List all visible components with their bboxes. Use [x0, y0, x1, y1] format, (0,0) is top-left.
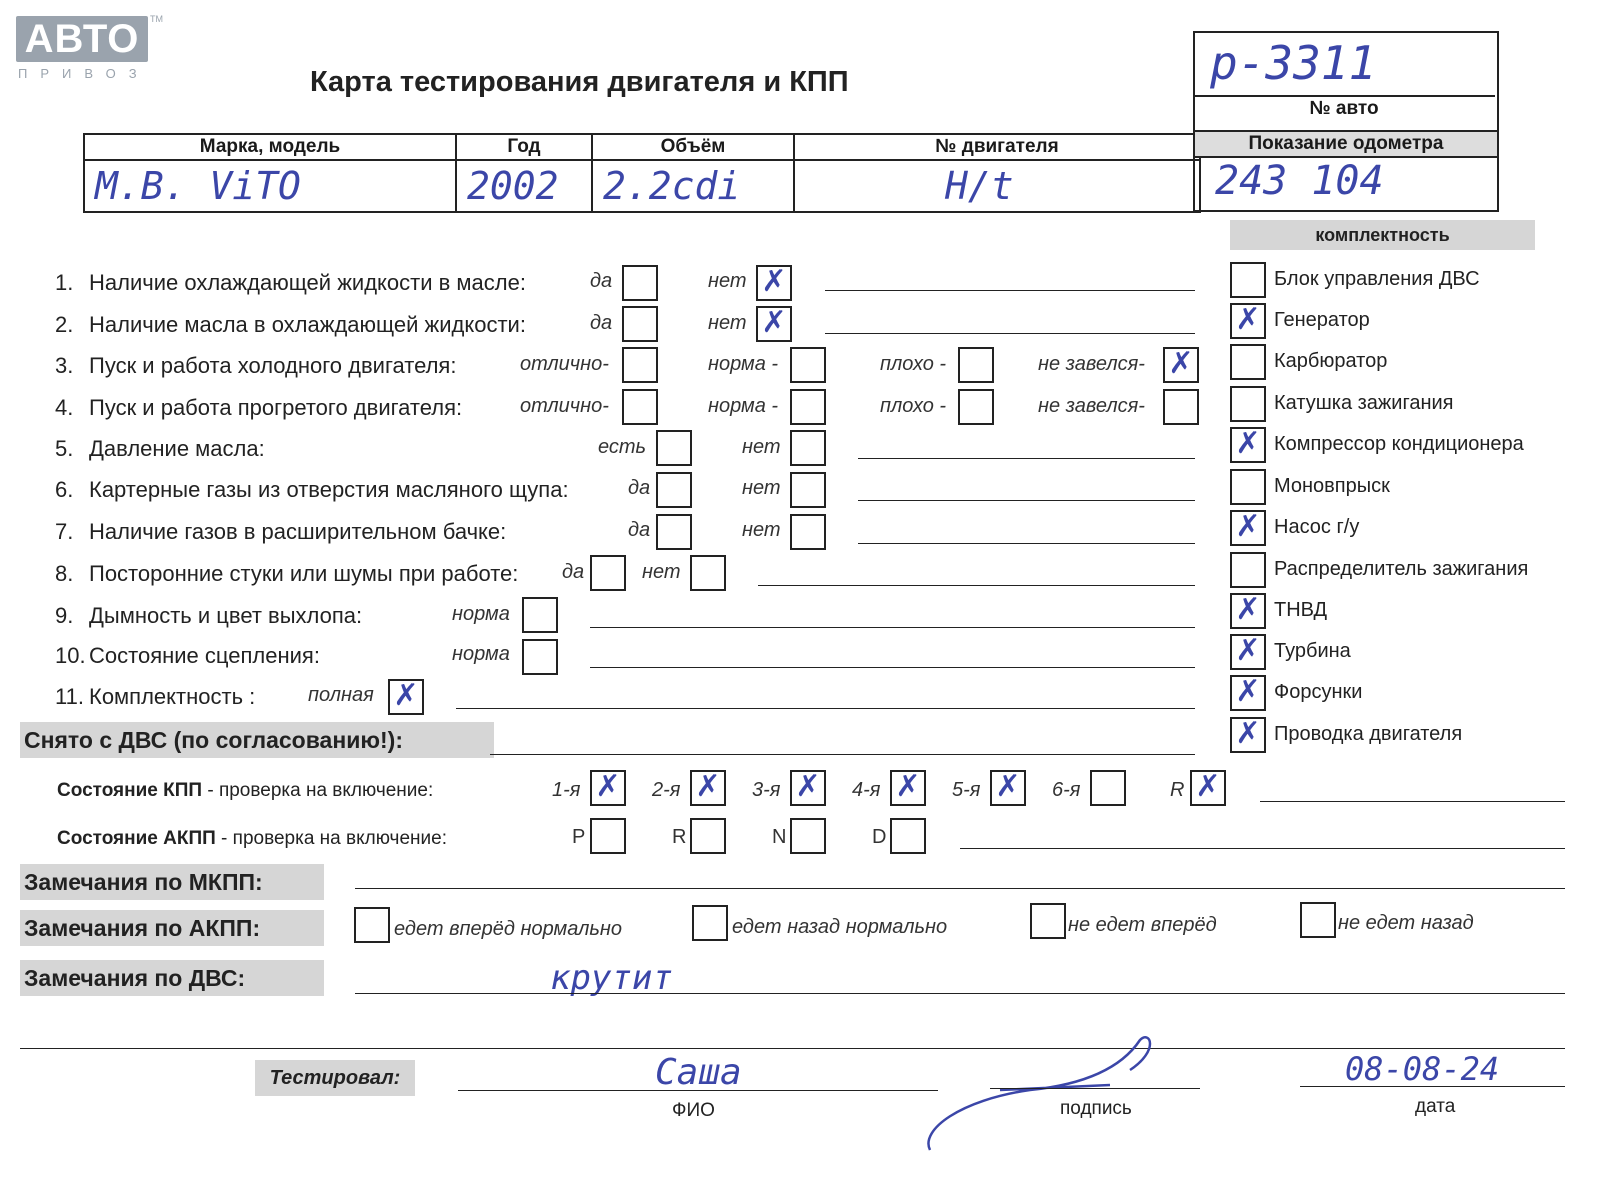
option-label: плохо -: [880, 353, 947, 375]
komplekt-item: Катушка зажигания: [1274, 392, 1454, 414]
gear-label: 1-я: [552, 779, 581, 801]
komplekt-item: Компрессор кондиционера: [1274, 433, 1524, 455]
question-row: [55, 353, 456, 379]
check-mark: ✗: [1235, 674, 1261, 709]
option-label: да: [590, 312, 613, 334]
checkbox[interactable]: [1230, 427, 1266, 463]
tested-by-label: Тестировал:: [255, 1060, 415, 1096]
question-row: [55, 395, 462, 421]
question-text: Наличие газов в расширительном бачке:: [89, 519, 507, 544]
kpp-label-bold: Состояние КПП: [57, 780, 203, 801]
col-year-header: Год: [456, 134, 592, 160]
question-row: [55, 643, 320, 669]
check-mark: ✗: [1235, 716, 1261, 751]
question-row: [55, 561, 518, 587]
gear-label: 3-я: [752, 779, 781, 801]
check-mark: ✗: [995, 769, 1021, 804]
answer-line[interactable]: [490, 754, 1195, 755]
question-row: [55, 603, 362, 629]
checkbox[interactable]: [656, 514, 692, 550]
check-mark: ✗: [1235, 302, 1261, 337]
checkbox[interactable]: [958, 347, 994, 383]
remarks-mkpp-label: Замечания по МКПП:: [20, 864, 324, 900]
gear-label: 6-я: [1052, 779, 1081, 801]
remarks-akpp-label: Замечания по АКПП:: [20, 910, 324, 946]
answer-line[interactable]: [825, 333, 1195, 334]
check-mark: ✗: [1235, 426, 1261, 461]
checkbox[interactable]: [1190, 770, 1226, 806]
checkbox[interactable]: [756, 265, 792, 301]
checkbox[interactable]: [690, 555, 726, 591]
question-number: 5.: [55, 436, 74, 461]
kpp-label: [57, 780, 433, 802]
checkbox[interactable]: [1230, 675, 1266, 711]
signature-caption: подпись: [1060, 1098, 1132, 1119]
checkbox[interactable]: [590, 555, 626, 591]
tester-name[interactable]: Саша: [655, 1052, 742, 1093]
check-mark: ✗: [795, 769, 821, 804]
kpp-label-rest: - проверка на включение:: [202, 780, 434, 801]
komplekt-item: ТНВД: [1274, 599, 1328, 621]
logo: АВТО: [16, 16, 148, 62]
checkbox[interactable]: [958, 389, 994, 425]
komplekt-item: Насос г/у: [1274, 516, 1360, 538]
checkbox[interactable]: [790, 514, 826, 550]
checkbox[interactable]: [522, 597, 558, 633]
checkbox[interactable]: [690, 770, 726, 806]
question-number: 8.: [55, 561, 74, 586]
answer-line[interactable]: [590, 667, 1195, 668]
question-text: Давление масла:: [89, 436, 265, 461]
test-date[interactable]: 08-08-24: [1345, 1050, 1500, 1088]
check-mark: ✗: [761, 264, 787, 299]
question-text: Картерные газы из отверстия масляного щупа:: [89, 477, 569, 502]
gear-label: P: [572, 826, 586, 848]
akpp-remark-option: не едет назад: [1338, 912, 1474, 934]
akpp-remark-option: не едет вперёд: [1068, 914, 1217, 936]
check-mark: ✗: [761, 305, 787, 340]
checkbox[interactable]: [354, 907, 390, 943]
question-row: [55, 684, 255, 710]
volume-value[interactable]: 2.2cdi: [592, 160, 794, 212]
question-number: 9.: [55, 603, 74, 628]
year-value[interactable]: 2002: [456, 160, 592, 212]
answer-line[interactable]: [858, 500, 1195, 501]
komplekt-item: Распределитель зажигания: [1274, 558, 1529, 580]
komplekt-item: Форсунки: [1274, 681, 1363, 703]
checkbox[interactable]: [756, 306, 792, 342]
option-label: да: [590, 270, 613, 292]
vehicle-info-table: [83, 133, 1201, 213]
checkbox[interactable]: [690, 818, 726, 854]
question-number: 3.: [55, 353, 74, 378]
answer-line[interactable]: [1300, 1086, 1565, 1087]
check-mark: ✗: [695, 769, 721, 804]
question-number: 7.: [55, 519, 74, 544]
page-title: Карта тестирования двигателя и КПП: [310, 66, 849, 98]
komplekt-item: Моновпрыск: [1274, 475, 1390, 497]
komplekt-item: Проводка двигателя: [1274, 723, 1463, 745]
answer-line[interactable]: [990, 1088, 1200, 1089]
check-mark: ✗: [895, 769, 921, 804]
auto-number-value[interactable]: p-3311: [1210, 36, 1377, 90]
date-caption: дата: [1415, 1096, 1456, 1117]
question-number: 2.: [55, 312, 74, 337]
col-volume-header: Объём: [592, 134, 794, 160]
option-label: отлично-: [520, 353, 609, 375]
checkbox[interactable]: [1230, 344, 1266, 380]
gear-label: N: [772, 826, 787, 848]
question-number: 6.: [55, 477, 74, 502]
checkbox[interactable]: [1230, 469, 1266, 505]
option-label: не завелся-: [1038, 353, 1145, 375]
question-row: [55, 519, 506, 545]
checkbox[interactable]: [622, 306, 658, 342]
checkbox[interactable]: [790, 770, 826, 806]
option-label: норма: [452, 603, 510, 625]
check-mark: ✗: [1235, 633, 1261, 668]
option-label: да: [628, 477, 651, 499]
checkbox[interactable]: [790, 347, 826, 383]
question-row: [55, 312, 526, 338]
answer-line[interactable]: [590, 627, 1195, 628]
engine-number-value[interactable]: H/t: [794, 160, 1200, 212]
answer-line[interactable]: [355, 888, 1565, 889]
question-text: Дымность и цвет выхлопа:: [89, 603, 363, 628]
signature-icon: [920, 1030, 1180, 1160]
question-text: Комплектность :: [89, 684, 256, 709]
logo-subtitle: ПРИВОЗ: [18, 66, 150, 81]
check-mark: ✗: [1235, 592, 1261, 627]
odometer-label: Показание одометра: [1193, 130, 1499, 156]
fio-caption: ФИО: [672, 1100, 715, 1121]
checkbox[interactable]: [990, 770, 1026, 806]
checkbox[interactable]: [622, 265, 658, 301]
question-text: Состояние сцепления:: [89, 643, 320, 668]
answer-line[interactable]: [355, 993, 1565, 994]
akpp-label-bold: Состояние АКПП: [57, 828, 216, 849]
checkbox[interactable]: [522, 639, 558, 675]
col-engine-header: № двигателя: [794, 134, 1200, 160]
option-label: нет: [708, 312, 747, 334]
akpp-label-rest: - проверка на включение:: [215, 828, 447, 849]
gear-label: 5-я: [952, 779, 981, 801]
option-label: не завелся-: [1038, 395, 1145, 417]
option-label: да: [628, 519, 651, 541]
trademark: TM: [150, 14, 163, 24]
option-label: нет: [742, 477, 781, 499]
checkbox[interactable]: [1230, 262, 1266, 298]
checkbox[interactable]: [622, 389, 658, 425]
checkbox[interactable]: [1230, 386, 1266, 422]
option-label: полная: [308, 684, 374, 706]
akpp-remark-option: едет вперёд нормально: [394, 918, 623, 940]
check-mark: ✗: [595, 769, 621, 804]
gear-label: 4-я: [852, 779, 881, 801]
question-number: 10.: [55, 643, 86, 668]
remarks-dvs-label: Замечания по ДВС:: [20, 960, 324, 996]
answer-line[interactable]: [858, 458, 1195, 459]
komplekt-item: Турбина: [1274, 640, 1351, 662]
gear-label: 2-я: [652, 779, 681, 801]
question-row: [55, 270, 526, 296]
checkbox[interactable]: [790, 818, 826, 854]
akpp-remark-option: едет назад нормально: [732, 916, 948, 938]
checkbox[interactable]: [1230, 552, 1266, 588]
question-row: [55, 436, 265, 462]
check-mark: ✗: [1195, 769, 1221, 804]
question-row: [55, 477, 569, 503]
checkbox[interactable]: [656, 472, 692, 508]
checkbox[interactable]: [1230, 593, 1266, 629]
option-label: нет: [742, 519, 781, 541]
gear-label: R: [1170, 779, 1185, 801]
question-text: Посторонние стуки или шумы при работе:: [89, 561, 519, 586]
komplekt-header: комплектность: [1230, 220, 1535, 250]
question-number: 1.: [55, 270, 74, 295]
checkbox[interactable]: [890, 770, 926, 806]
komplekt-item: Карбюратор: [1274, 350, 1388, 372]
checkbox[interactable]: [890, 818, 926, 854]
check-mark: ✗: [1235, 509, 1261, 544]
checkbox[interactable]: [388, 679, 424, 715]
option-label: нет: [708, 270, 747, 292]
gear-label: D: [872, 826, 887, 848]
auto-number-label: № авто: [1309, 98, 1379, 119]
answer-line[interactable]: [758, 585, 1195, 586]
question-text: Наличие масла в охлаждающей жидкости:: [89, 312, 526, 337]
option-label: норма -: [708, 353, 779, 375]
checkbox[interactable]: [622, 347, 658, 383]
checkbox[interactable]: [1163, 347, 1199, 383]
odometer-value[interactable]: 243 104: [1215, 158, 1384, 204]
removed-section-label: Снято с ДВС (по согласованию!):: [20, 722, 494, 758]
col-model-header: Марка, модель: [84, 134, 456, 160]
checkbox[interactable]: [590, 770, 626, 806]
option-label: нет: [642, 561, 681, 583]
option-label: отлично-: [520, 395, 609, 417]
check-mark: ✗: [393, 678, 419, 713]
option-label: есть: [598, 436, 647, 458]
remarks-dvs-value[interactable]: крутит: [550, 958, 673, 998]
checkbox[interactable]: [790, 389, 826, 425]
checkbox[interactable]: [1230, 634, 1266, 670]
answer-line[interactable]: [960, 848, 1565, 849]
answer-line[interactable]: [458, 1090, 938, 1091]
answer-line[interactable]: [456, 708, 1195, 709]
answer-line[interactable]: [858, 543, 1195, 544]
option-label: норма: [452, 643, 510, 665]
checkbox[interactable]: [1230, 303, 1266, 339]
question-number: 4.: [55, 395, 74, 420]
checkbox[interactable]: [656, 430, 692, 466]
question-number: 11.: [55, 684, 84, 709]
option-label: нет: [742, 436, 781, 458]
checkbox[interactable]: [790, 430, 826, 466]
gear-label: R: [672, 826, 687, 848]
checkbox[interactable]: [1230, 510, 1266, 546]
checkbox[interactable]: [1300, 902, 1336, 938]
komplekt-item: Генератор: [1274, 309, 1370, 331]
option-label: плохо -: [880, 395, 947, 417]
question-text: Наличие охлаждающей жидкости в масле:: [89, 270, 526, 295]
check-mark: ✗: [1168, 346, 1194, 381]
komplekt-item: Блок управления ДВС: [1274, 268, 1480, 290]
checkbox[interactable]: [1230, 717, 1266, 753]
akpp-label: [57, 828, 447, 850]
model-value[interactable]: M.B. ViTO: [84, 160, 456, 212]
checkbox[interactable]: [590, 818, 626, 854]
option-label: да: [562, 561, 585, 583]
checkbox[interactable]: [1090, 770, 1126, 806]
checkbox[interactable]: [1030, 903, 1066, 939]
answer-line[interactable]: [20, 1048, 1565, 1049]
option-label: норма -: [708, 395, 779, 417]
divider: [1193, 95, 1495, 97]
checkbox[interactable]: [1163, 389, 1199, 425]
answer-line[interactable]: [825, 290, 1195, 291]
question-text: Пуск и работа холодного двигателя:: [89, 353, 457, 378]
question-text: Пуск и работа прогретого двигателя:: [89, 395, 463, 420]
checkbox[interactable]: [790, 472, 826, 508]
answer-line[interactable]: [1260, 801, 1565, 802]
checkbox[interactable]: [692, 905, 728, 941]
